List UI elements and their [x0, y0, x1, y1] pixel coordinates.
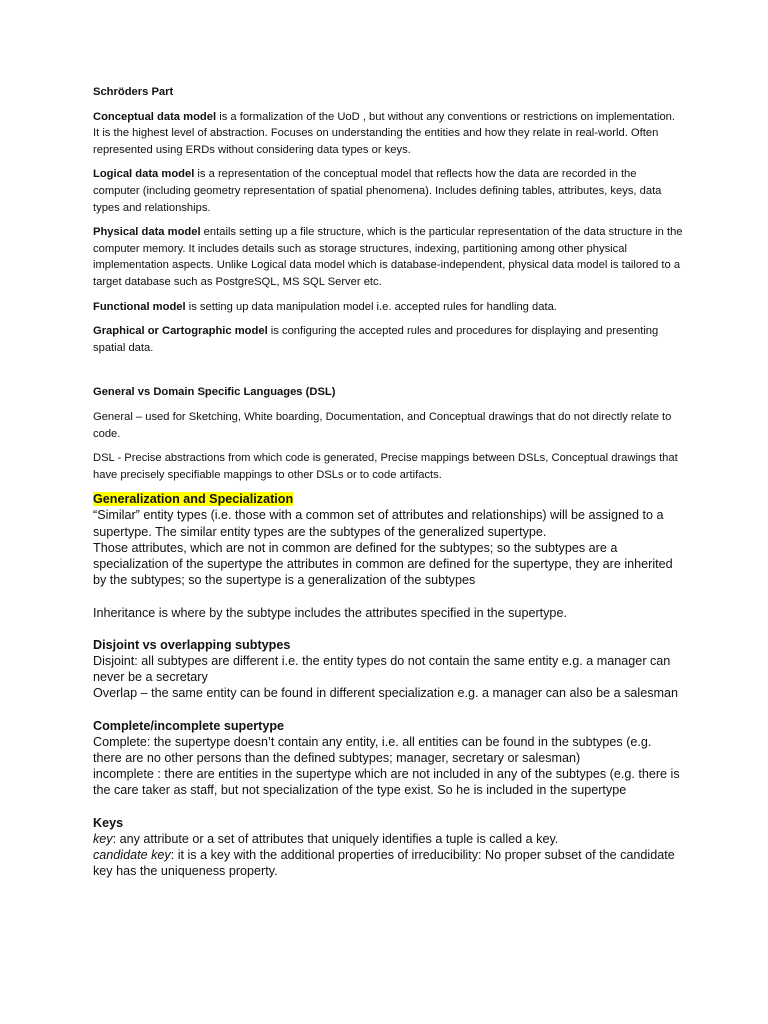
overlap-text: Overlap – the same entity can be found in different specialization e.g. a manager can also be a salesman	[93, 686, 679, 701]
generalization-heading-line	[93, 491, 683, 507]
complete-heading: Complete/incomplete supertype	[93, 718, 285, 733]
dsl-dsl-paragraph: DSL - Precise abstractions from which code is generated, Precise mappings between DSLs, Conceptual drawings that have precisely specifiable mappings to other DSLs or to code artifacts.	[93, 452, 678, 481]
text-graphical-model: is configuring the accepted rules and procedures for displaying and presenting spatial data.	[93, 325, 659, 354]
inheritance-text: Inheritance is where by the subtype includes the attributes specified in the supertype.	[93, 605, 567, 620]
text-conceptual-model: is a formalization of the UoD , but without any conventions or restrictions on implementation. It is the highest level of abstraction. Focuses on understanding the entities and how they relate in real-world. Often represented using ERDs without considering data types or keys.	[93, 110, 676, 156]
text-logical-model: is a representation of the conceptual model that reflects how the data are recorded in the computer (including geometry representation of spatial phenomena). Includes defining tables, attributes, keys, data types and relationships.	[93, 168, 662, 214]
candidate-key-text: : it is a key with the additional properties of irreducibility: No proper subset of the candidate key has the uniqueness property.	[93, 847, 675, 879]
term-graphical-model: Graphical or Cartographic model	[93, 325, 268, 338]
keys-heading: Keys	[93, 815, 124, 830]
paragraph-conceptual-model	[93, 109, 683, 159]
document-page	[93, 84, 683, 879]
generalization-text-1: “Similar” entity types (i.e. those with a common set of attributes and relationships) will be assigned to a supertype. The similar entity types are the subtypes of the generalized supertype.	[93, 508, 664, 539]
key-text: : any attribute or a set of attributes that uniquely identifies a tuple is called a key.	[112, 831, 559, 846]
disjoint-text: Disjoint: all subtypes are different i.e. the entity types do not contain the same entity e.g. a manager can never be a secretary	[93, 653, 671, 685]
term-logical-model: Logical data model	[93, 168, 195, 181]
paragraph-logical-model	[93, 166, 683, 216]
generalization-heading: Generalization and Specialization	[93, 492, 294, 507]
paragraph-functional-model	[93, 299, 683, 316]
paragraph-graphical-model	[93, 323, 683, 356]
disjoint-heading: Disjoint vs overlapping subtypes	[93, 637, 291, 652]
generalization-text-2: Those attributes, which are not in common are defined for the subtypes; so the subtypes are a specialization of the supertype the attributes in common are defined for the supertype, they are inherited by the subtypes; so the supertype is a generalization of the subtypes	[93, 540, 673, 588]
term-physical-model: Physical data model	[93, 226, 201, 239]
incomplete-text: incomplete : there are entities in the supertype which are not included in any of the subtypes (e.g. there is the care taker as staff, but not specialization of the type exist. So he is included in the supertype	[93, 767, 680, 798]
section-title: Schröders Part	[93, 86, 174, 98]
dsl-general-paragraph: General – used for Sketching, White boarding, Documentation, and Conceptual drawings that do not directly relate to code.	[93, 410, 672, 440]
text-physical-model: entails setting up a file structure, which is the particular representation of the data structure in the computer memory. It includes details such as storage structures, indexing, partitioning among other physical implementation aspects. Unlike Logical data model which is database-independent, physical data model is tailored to a target database such as PostgreSQL, MS SQL Server etc.	[93, 226, 683, 288]
key-term: key	[93, 831, 113, 846]
candidate-key-term: candidate key	[93, 847, 171, 862]
term-conceptual-model: Conceptual data model	[93, 110, 217, 123]
paragraph-physical-model	[93, 224, 683, 290]
dsl-heading: General vs Domain Specific Languages (DSL)	[93, 386, 336, 399]
complete-text: Complete: the supertype doesn’t contain any entity, i.e. all entities can be found in the subtypes (e.g. there are no other persons than the defined subtypes; manager, secretary or salesman)	[93, 734, 652, 765]
text-functional-model: is setting up data manipulation model i.e. accepted rules for handling data.	[185, 300, 557, 313]
term-functional-model: Functional model	[93, 300, 186, 313]
key-definition	[93, 831, 683, 847]
candidate-key-definition	[93, 847, 683, 879]
